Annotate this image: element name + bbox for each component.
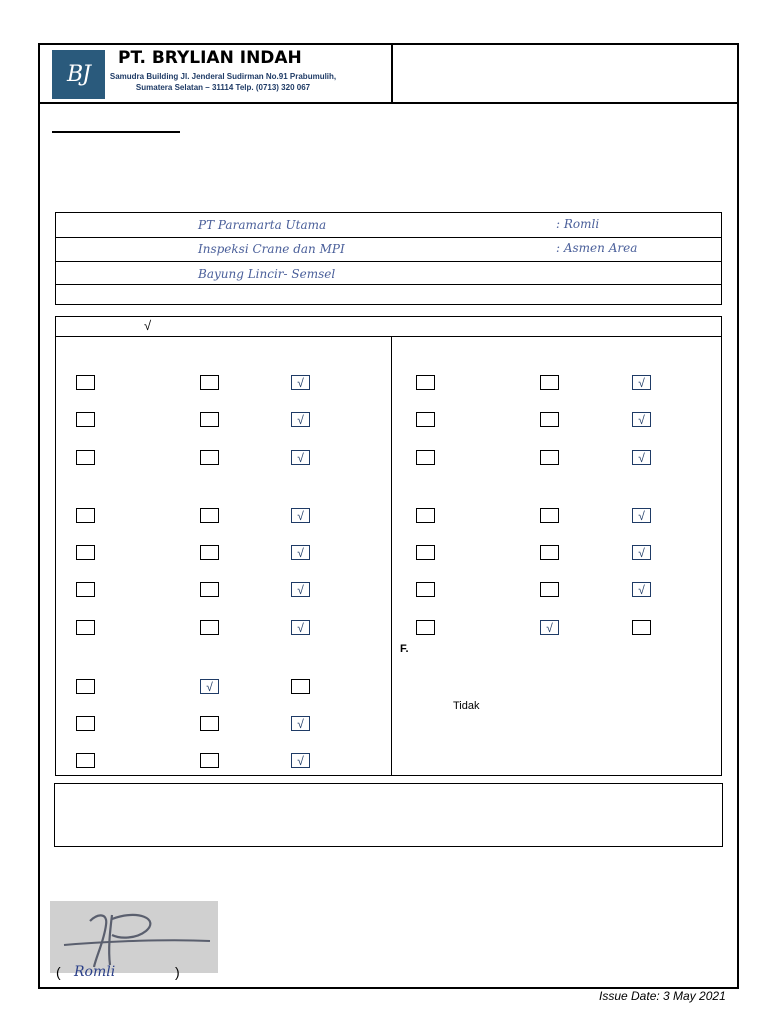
company-logo: BJ: [52, 50, 105, 99]
checkbox-right-3-1[interactable]: [416, 450, 435, 465]
checkbox-left-10-3[interactable]: √: [291, 753, 310, 768]
notes-box: [54, 783, 723, 847]
checkbox-left-10-2[interactable]: [200, 753, 219, 768]
checkbox-left-5-1[interactable]: [76, 545, 95, 560]
checkbox-left-2-2[interactable]: [200, 412, 219, 427]
checkbox-left-8-3[interactable]: [291, 679, 310, 694]
info-table: [55, 212, 722, 305]
checkbox-left-3-1[interactable]: [76, 450, 95, 465]
checkbox-left-1-3[interactable]: √: [291, 375, 310, 390]
checkbox-right-3-2[interactable]: [540, 450, 559, 465]
checkbox-right-6-1[interactable]: [416, 582, 435, 597]
signature-image: [50, 901, 218, 973]
checkbox-left-4-2[interactable]: [200, 508, 219, 523]
checkbox-left-4-1[interactable]: [76, 508, 95, 523]
checkbox-right-5-2[interactable]: [540, 545, 559, 560]
checkbox-left-6-2[interactable]: [200, 582, 219, 597]
header-vertical-divider: [391, 43, 393, 103]
checkbox-right-5-3[interactable]: √: [632, 545, 651, 560]
info-row-divider: [55, 237, 722, 238]
checkbox-right-2-1[interactable]: [416, 412, 435, 427]
company-address-line-1: Samudra Building Jl. Jenderal Sudirman No.91 Prabumulih,: [109, 72, 337, 81]
inspector-name-value: : Romli: [556, 217, 600, 231]
location-value: Bayung Lincir- Semsel: [198, 267, 336, 281]
activity-value: Inspeksi Crane dan MPI: [198, 242, 345, 256]
section-f-label: F.: [400, 643, 409, 655]
checkbox-left-3-2[interactable]: [200, 450, 219, 465]
signature-close-paren: ): [175, 964, 180, 980]
checkbox-right-1-3[interactable]: √: [632, 375, 651, 390]
checkbox-right-7-1[interactable]: [416, 620, 435, 635]
info-row-divider: [55, 284, 722, 285]
checkbox-right-6-2[interactable]: [540, 582, 559, 597]
checkbox-left-7-2[interactable]: [200, 620, 219, 635]
checkbox-left-5-3[interactable]: √: [291, 545, 310, 560]
info-row-divider: [55, 261, 722, 262]
checkbox-left-8-2[interactable]: √: [200, 679, 219, 694]
checkbox-right-7-3[interactable]: [632, 620, 651, 635]
header-divider: [38, 102, 739, 104]
checkbox-left-2-1[interactable]: [76, 412, 95, 427]
checkbox-left-7-3[interactable]: √: [291, 620, 310, 635]
checkbox-right-7-2[interactable]: √: [540, 620, 559, 635]
checklist-header-mark: √: [144, 318, 152, 333]
checkbox-left-9-3[interactable]: √: [291, 716, 310, 731]
checkbox-right-4-1[interactable]: [416, 508, 435, 523]
checkbox-left-7-1[interactable]: [76, 620, 95, 635]
inspector-position-value: : Asmen Area: [556, 241, 638, 255]
checkbox-left-6-3[interactable]: √: [291, 582, 310, 597]
issue-date: Issue Date: 3 May 2021: [599, 989, 726, 1003]
signature-name: Romli: [74, 964, 116, 980]
checkbox-left-10-1[interactable]: [76, 753, 95, 768]
checkbox-right-1-2[interactable]: [540, 375, 559, 390]
checkbox-left-1-1[interactable]: [76, 375, 95, 390]
checkbox-right-2-3[interactable]: √: [632, 412, 651, 427]
checkbox-left-9-2[interactable]: [200, 716, 219, 731]
checkbox-right-4-2[interactable]: [540, 508, 559, 523]
checkbox-left-1-2[interactable]: [200, 375, 219, 390]
checkbox-right-3-3[interactable]: √: [632, 450, 651, 465]
checklist-section: [55, 316, 722, 776]
checkbox-right-6-3[interactable]: √: [632, 582, 651, 597]
company-name: PT. BRYLIAN INDAH: [118, 48, 302, 68]
checklist-column-divider: [391, 336, 392, 776]
title-underline: [52, 131, 180, 133]
tidak-label: Tidak: [453, 700, 480, 712]
checkbox-left-6-1[interactable]: [76, 582, 95, 597]
checkbox-left-9-1[interactable]: [76, 716, 95, 731]
checkbox-right-2-2[interactable]: [540, 412, 559, 427]
company-value: PT Paramarta Utama: [198, 218, 327, 232]
checkbox-left-2-3[interactable]: √: [291, 412, 310, 427]
checklist-header-divider: [55, 336, 722, 337]
checkbox-left-5-2[interactable]: [200, 545, 219, 560]
checkbox-right-5-1[interactable]: [416, 545, 435, 560]
checkbox-right-1-1[interactable]: [416, 375, 435, 390]
signature-scribble: [50, 901, 218, 973]
checkbox-right-4-3[interactable]: √: [632, 508, 651, 523]
signature-open-paren: (: [56, 964, 61, 980]
checkbox-left-4-3[interactable]: √: [291, 508, 310, 523]
checkbox-left-8-1[interactable]: [76, 679, 95, 694]
company-address-line-2: Sumatera Selatan – 31114 Telp. (0713) 320 067: [135, 83, 311, 92]
checkbox-left-3-3[interactable]: √: [291, 450, 310, 465]
